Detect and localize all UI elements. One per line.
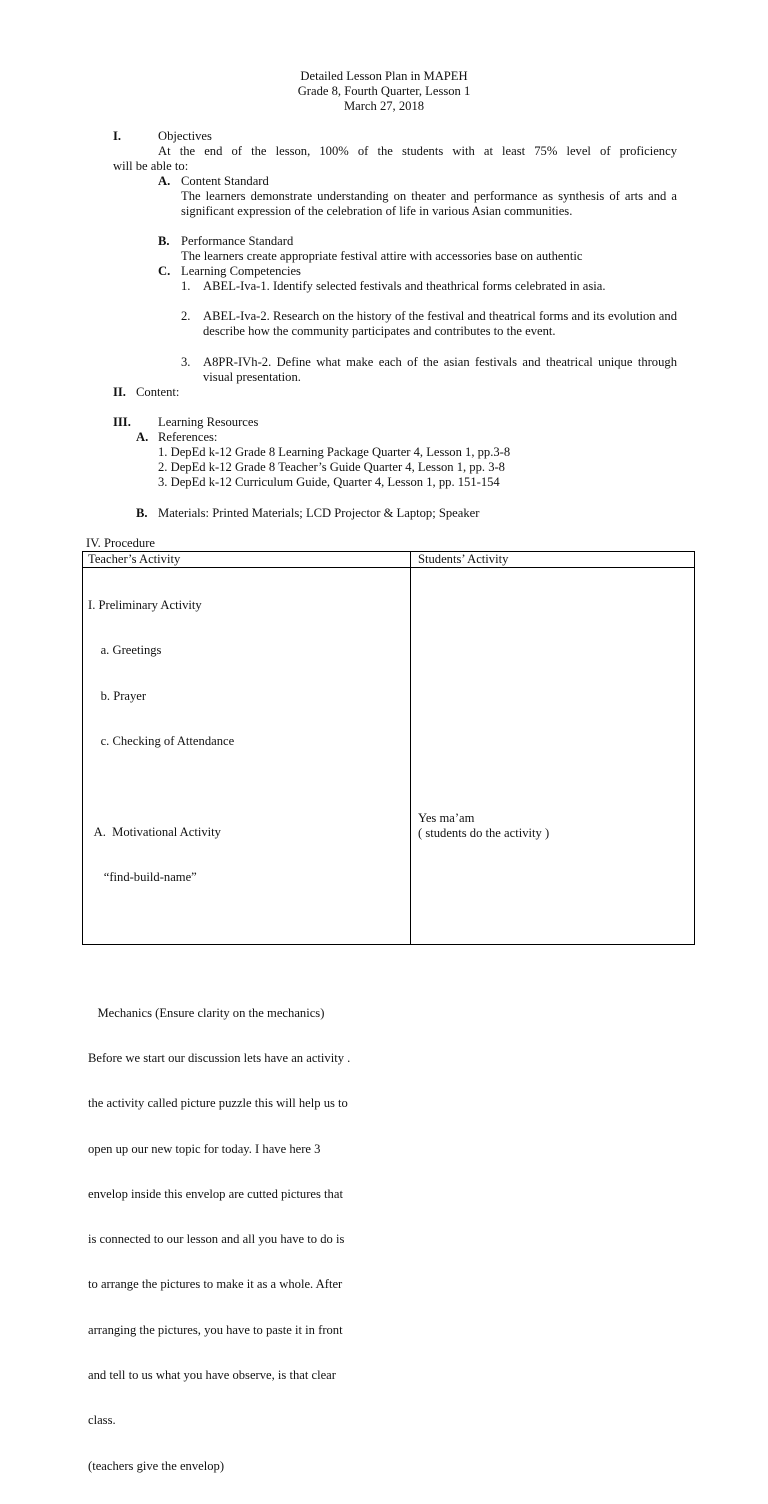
teacher-line: arranging the pictures, you have to paste it in front [88,1322,343,1337]
reference-item: 1. DepEd k-12 Grade 8 Learning Package Quarter 4, Lesson 1, pp.3-8 [158,445,511,459]
materials-text: Materials: Printed Materials; LCD Projector & Laptop; Speaker [158,506,480,520]
student-line: ( students do the activity ) [418,826,550,841]
objectives-heading: Objectives [158,129,212,143]
document-date: March 27, 2018 [343,99,425,113]
resources-numeral: III. [113,415,131,429]
teacher-line: and tell to us what you have observe, is that clear [88,1367,336,1382]
objectives-intro-line1: At the end of the lesson, 100% of the students with at least 75% level of proficiency [158,144,677,158]
content-standard-letter: A. [158,174,171,188]
content-standard-text: The learners demonstrate understanding on theater and performance as synthesis of arts and a significant expression of the celebration of life in various Asian communities. [181,189,677,218]
procedure-table [82,551,695,1473]
objectives-numeral: I. [113,129,122,143]
competency-number: 1. [181,279,191,293]
content-standard-heading: Content Standard [181,174,269,188]
competency-number: 3. [181,355,191,369]
performance-standard-letter: B. [158,234,170,248]
reference-item: 3. DepEd k-12 Curriculum Guide, Quarter 4, Lesson 1, pp. 151-154 [158,475,500,489]
teacher-line: is connected to our lesson and all you have to do is [88,1232,345,1247]
teacher-line: A. Motivational Activity [88,824,221,839]
competency-text: ABEL-Iva-1. Identify selected festivals and theathrical forms celebrated in asia. [203,279,606,293]
teacher-line: a. Greetings [88,643,162,658]
teacher-line: I. Preliminary Activity [88,598,202,613]
teacher-line [88,779,350,794]
resources-heading: Learning Resources [158,415,259,429]
performance-standard-text: The learners create appropriate festival attire with accessories base on authentic [181,249,583,263]
teacher-line: envelop inside this envelop are cutted pictures that [88,1186,343,1201]
objectives-intro-line2: will be able to: [113,159,189,173]
teacher-line: Before we start our discussion lets have an activity . [88,1051,351,1065]
teacher-line: c. Checking of Attendance [88,734,235,749]
learning-competencies-letter: C. [158,264,171,278]
competency-text: A8PR-IVh-2. Define what make each of the asian festivals and theatrical unique through visual presentation. [203,355,677,384]
teacher-line: Mechanics (Ensure clarity on the mechanics) [88,1005,325,1020]
reference-item: 2. DepEd k-12 Grade 8 Teacher’s Guide Quarter 4, Lesson 1, pp. 3-8 [158,460,505,474]
student-line: Yes ma’am [418,811,475,825]
teacher-line [88,915,350,930]
learning-competencies-heading: Learning Competencies [181,264,301,278]
document-title: Detailed Lesson Plan in MAPEH [300,69,468,83]
competency-text: ABEL-Iva-2. Research on the history of the festival and theatrical forms and its evolution and describe how the community participates and contributes to the event. [203,309,677,338]
table-column-divider [410,552,411,944]
teacher-line: the activity called picture puzzle this will help us to [88,1096,348,1111]
teacher-line: open up our new topic for today. I have here 3 [88,1141,321,1156]
content-heading: Content: [136,385,180,399]
teacher-line: to arrange the pictures to make it as a whole. After [88,1277,343,1292]
students-activity-cell [418,811,549,841]
teacher-activity-header: Teacher’s Activity [88,552,181,566]
references-heading: References: [158,430,218,444]
teacher-activity-cell [88,568,350,1504]
performance-standard-heading: Performance Standard [181,234,294,248]
materials-letter: B. [136,506,148,520]
procedure-heading: IV. Procedure [86,536,156,550]
teacher-line: (teachers give the envelop) [88,1458,225,1473]
competency-number: 2. [181,309,191,323]
references-letter: A. [136,430,149,444]
content-numeral: II. [113,385,126,399]
document-subtitle: Grade 8, Fourth Quarter, Lesson 1 [297,84,471,98]
teacher-line [88,960,350,975]
teacher-line: “find-build-name” [88,869,197,884]
teacher-line: class. [88,1413,116,1428]
teacher-line: b. Prayer [88,688,147,703]
students-activity-header: Students’ Activity [418,552,509,566]
